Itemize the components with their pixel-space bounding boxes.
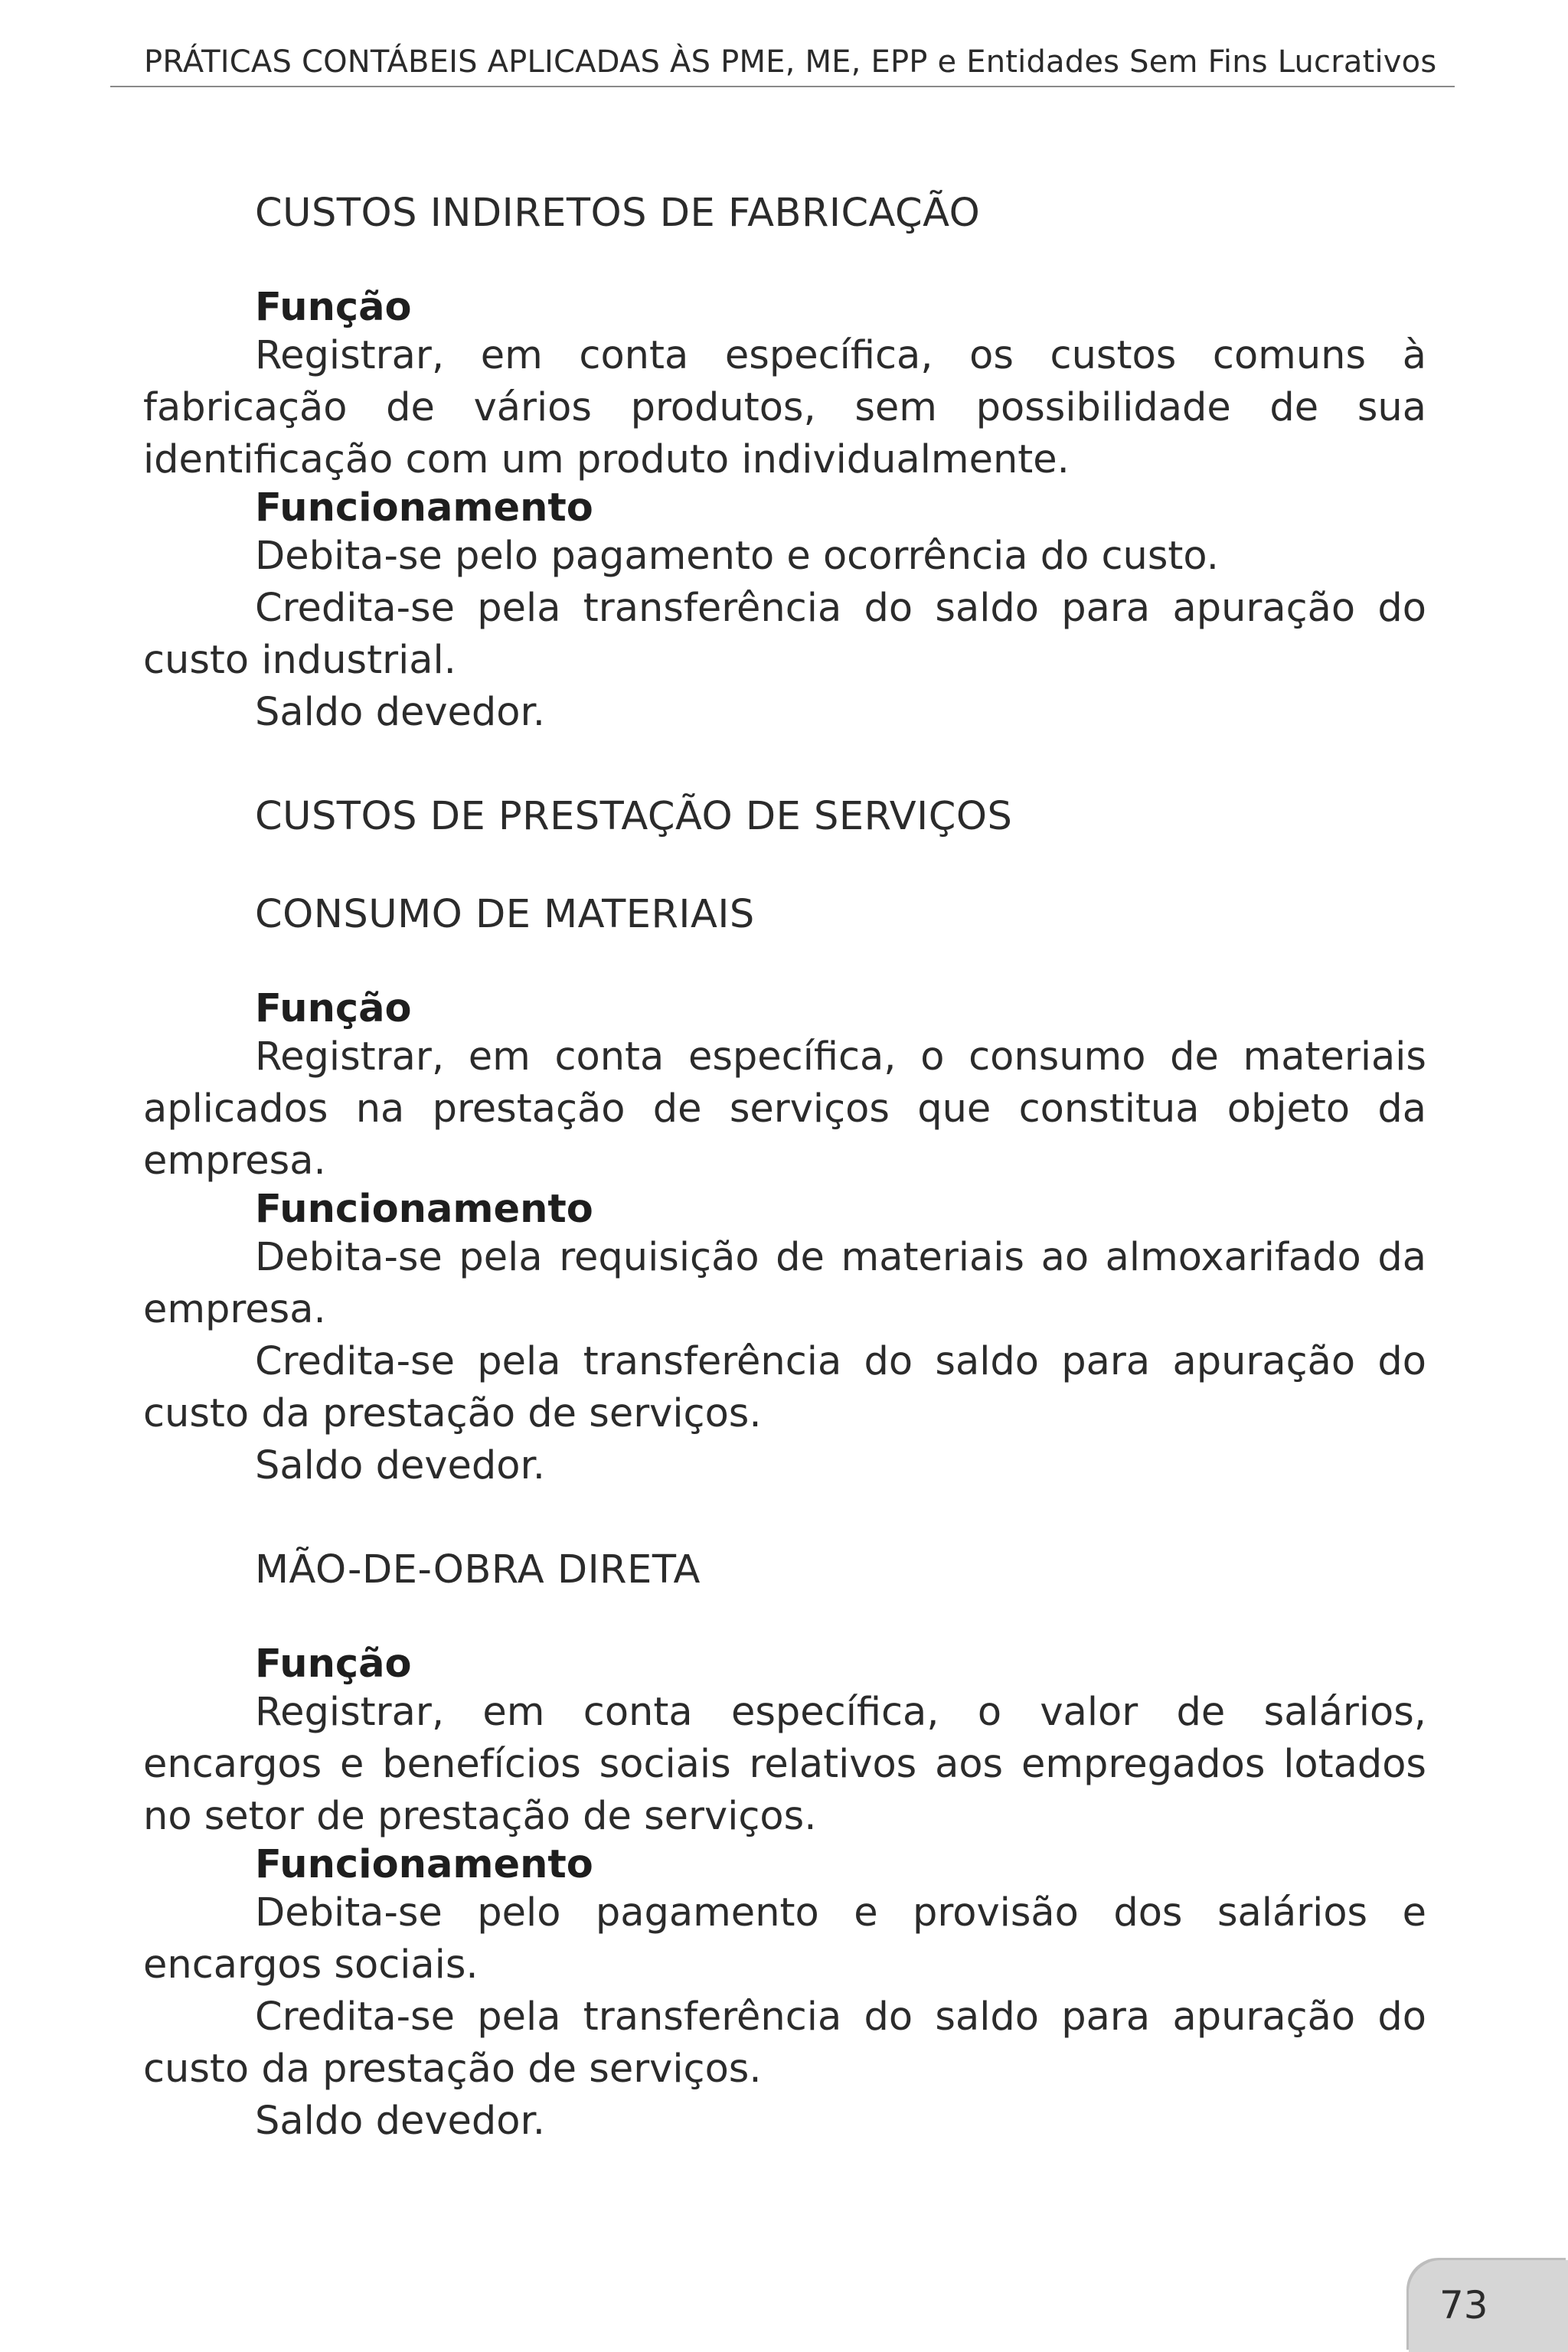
section-heading: CONSUMO DE MATERIAIS: [255, 892, 755, 937]
funcao-label: Função: [255, 1642, 412, 1687]
balance-text: Saldo devedor.: [255, 2099, 545, 2144]
funcao-text: Registrar, em conta específica, os custos comuns à fabricação de vários produtos, sem possibilidade de sua identificação com um produto individualmente.: [143, 333, 1426, 482]
debit-text: Debita-se pela requisição de materiais ao almoxarifado da empresa.: [143, 1235, 1426, 1332]
section-custos-prestacao: [143, 791, 1426, 843]
debit-text: Debita-se pelo pagamento e provisão dos salários e encargos sociais.: [143, 1890, 1426, 1988]
page-header: [110, 31, 1455, 87]
running-title: PRÁTICAS CONTÁBEIS APLICADAS ÀS PME, ME, EPP e Entidades Sem Fins Lucrativos: [144, 44, 1437, 80]
balance-text: Saldo devedor.: [255, 690, 545, 735]
funcao-text: Registrar, em conta específica, o valor de salários, encargos e benefícios sociais relativos aos empregados lotados no setor de prestação de serviços.: [143, 1690, 1426, 1839]
section-heading: CUSTOS DE PRESTAÇÃO DE SERVIÇOS: [255, 794, 1013, 839]
spacer: [143, 1492, 1426, 1544]
section-mao-de-obra: [143, 1544, 1426, 2148]
spacer: [143, 739, 1426, 791]
section-heading: CUSTOS INDIRETOS DE FABRICAÇÃO: [255, 191, 981, 236]
page-number-tab: [1409, 2260, 1568, 2352]
credit-text: Credita-se pela transferência do saldo para apuração do custo industrial.: [143, 586, 1426, 683]
section-consumo-materiais: [143, 889, 1426, 1492]
section-custos-indiretos: [143, 188, 1426, 739]
section-heading: MÃO-DE-OBRA DIRETA: [255, 1547, 701, 1592]
debit-text: Debita-se pelo pagamento e ocorrência do custo.: [255, 534, 1219, 579]
credit-text: Credita-se pela transferência do saldo para apuração do custo da prestação de serviços.: [143, 1339, 1426, 1436]
page-body: [143, 188, 1426, 2148]
balance-text: Saldo devedor.: [255, 1443, 545, 1488]
funcao-label: Função: [255, 285, 412, 330]
funcao-text: Registrar, em conta específica, o consumo de materiais aplicados na prestação de serviços que constitua objeto da empresa.: [143, 1034, 1426, 1184]
credit-text: Credita-se pela transferência do saldo para apuração do custo da prestação de serviços.: [143, 1994, 1426, 2092]
funcionamento-label: Funcionamento: [255, 1842, 593, 1887]
funcao-label: Função: [255, 986, 412, 1031]
funcionamento-label: Funcionamento: [255, 1187, 593, 1232]
funcionamento-label: Funcionamento: [255, 485, 593, 531]
page-number: 73: [1439, 2283, 1488, 2328]
